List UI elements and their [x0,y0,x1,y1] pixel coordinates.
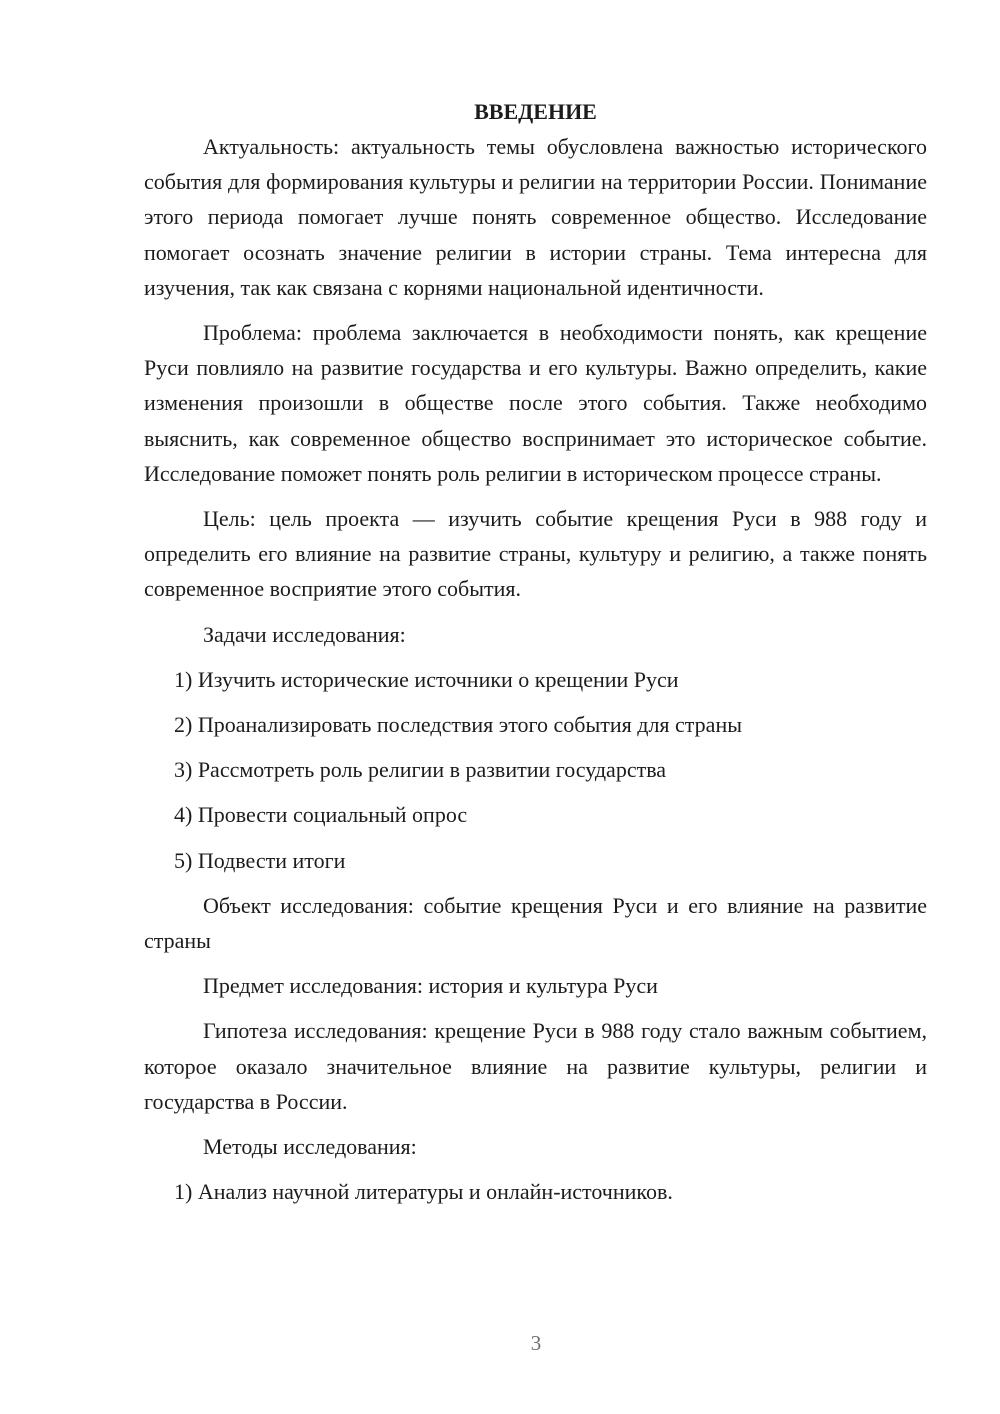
problem-paragraph: Проблема: проблема заключается в необходимости понять, как крещение Руси повлияло на развитие государства и его культуры. Важно определить, какие изменения произошли в обществе после этого события. Также необходимо выяснить, как современное общество воспринимает это историческое событие. Исследование поможет понять роль религии в историческом процессе страны. [144,320,927,486]
methods-list [144,1174,927,1209]
tasks-heading: Задачи исследования: [203,621,406,647]
list-item: 1) Анализ научной литературы и онлайн-источников. [174,1179,673,1205]
list-item: 4) Провести социальный опрос [174,802,468,828]
hypothesis-paragraph: Гипотеза исследования: крещение Руси в 988 году стало важным событием, которое оказало значительное влияние на развитие культуры, религии и государства в России. [144,1018,927,1114]
document-page [144,92,927,1219]
methods-heading: Методы исследования: [203,1134,417,1160]
subject-paragraph: Предмет исследования: история и культура Руси [203,973,658,999]
list-item: 1) Изучить исторические источники о крещении Руси [174,666,679,692]
relevance-paragraph: Актуальность: актуальность темы обусловлена важностью исторического события для формирования культуры и религии на территории России. Понимание этого периода помогает лучше понять современное общество. Исследование помогает осознать значение религии в истории страны. Тема интересна для изучения, так как связана с корнями национальной идентичности. [144,134,927,300]
goal-paragraph: Цель: цель проекта — изучить событие крещения Руси в 988 году и определить его влияние на развитие страны, культуру и религию, а также понять современное восприятие этого события. [144,506,927,602]
object-paragraph: Объект исследования: событие крещения Руси и его влияние на развитие страны [144,892,927,954]
page-title: ВВЕДЕНИЕ [474,99,597,124]
list-item: 3) Рассмотреть роль религии в развитии государства [174,757,667,783]
list-item: 5) Подвести итоги [174,847,346,873]
tasks-list [144,662,927,878]
list-item: 2) Проанализировать последствия этого события для страны [174,712,743,738]
page-number: 3 [530,1331,542,1355]
